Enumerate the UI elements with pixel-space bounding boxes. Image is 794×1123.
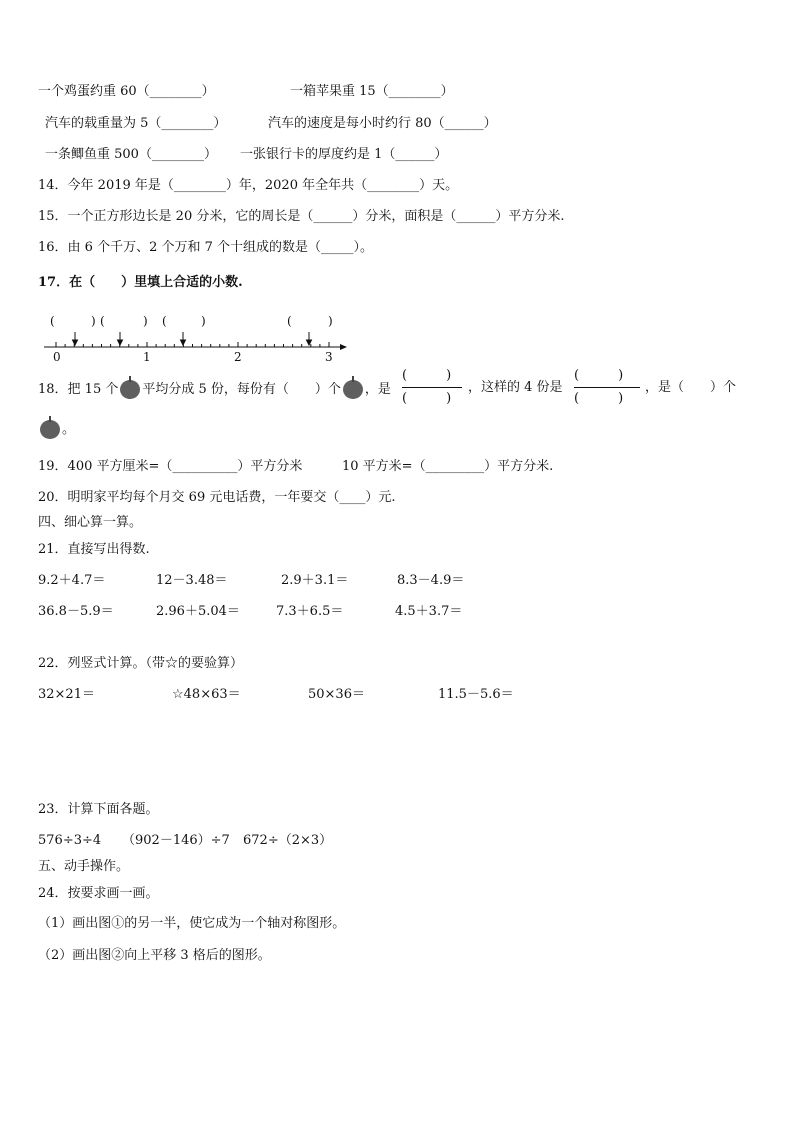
nl-bracket-3-close: ) bbox=[201, 314, 206, 328]
q13-apple-box-weight: 一箱苹果重 15（________） bbox=[290, 84, 454, 99]
nl-bracket-1-open: ( bbox=[50, 314, 55, 328]
q18-part-1: 18．把 15 个 bbox=[38, 382, 119, 397]
question-19-b: 10 平方米=（_________）平方分米. bbox=[342, 459, 554, 474]
q18-numerator-1: ( ) bbox=[402, 368, 452, 383]
section-4-heading: 四、细心算一算。 bbox=[38, 515, 143, 530]
q18-part-5: ，是（ ）个 bbox=[645, 380, 737, 395]
calc-item: 2.9＋3.1＝ bbox=[281, 573, 349, 588]
nl-label-0: 0 bbox=[53, 350, 61, 364]
calc-item: 50×36＝ bbox=[308, 687, 365, 702]
calc-item: 4.5＋3.7＝ bbox=[395, 604, 463, 619]
question-24: 24．按要求画一画。 bbox=[38, 886, 159, 901]
calc-item: ☆48×63＝ bbox=[172, 687, 241, 702]
nl-label-3: 3 bbox=[325, 350, 333, 364]
calc-item: 12－3.48＝ bbox=[156, 573, 228, 588]
nl-bracket-2-open: ( bbox=[100, 314, 105, 328]
q18-denominator-1: ( ) bbox=[402, 391, 452, 406]
q18-line-2 bbox=[38, 420, 75, 439]
question-23: 23．计算下面各题。 bbox=[38, 802, 159, 817]
nl-bracket-1-close: ) bbox=[91, 314, 96, 328]
q18-fraction-1 bbox=[402, 368, 462, 408]
q13-car-speed: 汽车的速度是每小时约行 80（______） bbox=[268, 116, 497, 131]
calc-item: 9.2＋4.7＝ bbox=[38, 573, 106, 588]
calc-item: （902－146）÷7 bbox=[122, 833, 230, 848]
apple-icon bbox=[120, 380, 140, 399]
calc-item: 7.3＋6.5＝ bbox=[276, 604, 344, 619]
question-18-line bbox=[38, 380, 391, 399]
nl-bracket-4-open: ( bbox=[287, 314, 292, 328]
question-15: 15．一个正方形边长是 20 分米，它的周长是（______）分米，面积是（______）平方分米. bbox=[38, 209, 565, 224]
q18-fraction-2 bbox=[574, 368, 640, 408]
calc-item: 11.5－5.6＝ bbox=[438, 687, 514, 702]
q18-numerator-2: ( ) bbox=[574, 368, 624, 383]
calc-item: 32×21＝ bbox=[38, 687, 95, 702]
q18-part-6: 。 bbox=[62, 422, 76, 437]
question-21: 21．直接写出得数. bbox=[38, 542, 150, 557]
nl-bracket-3-open: ( bbox=[162, 314, 167, 328]
calc-item: 576÷3÷4 bbox=[38, 833, 102, 848]
question-16: 16．由 6 个千万、2 个万和 7 个十组成的数是（_____）。 bbox=[38, 240, 374, 255]
calc-item: 2.96＋5.04＝ bbox=[156, 604, 240, 619]
question-22: 22．列竖式计算。（带☆的要验算） bbox=[38, 656, 244, 671]
number-line bbox=[38, 308, 368, 368]
question-24-part-1: （1）画出图①的另一半，使它成为一个轴对称图形。 bbox=[38, 916, 346, 931]
nl-bracket-4-close: ) bbox=[328, 314, 333, 328]
section-5-heading: 五、动手操作。 bbox=[38, 859, 130, 874]
question-24-part-2: （2）画出图②向上平移 3 格后的图形。 bbox=[38, 948, 271, 963]
q13-truck-load: 汽车的载重量为 5（________） bbox=[45, 116, 227, 131]
calc-item: 8.3－4.9＝ bbox=[397, 573, 465, 588]
q13-fish-weight: 一条鲫鱼重 500（________） bbox=[45, 147, 217, 162]
nl-label-2: 2 bbox=[234, 350, 242, 364]
question-17: 17．在（ ）里填上合适的小数. bbox=[38, 275, 243, 290]
question-20: 20．明明家平均每个月交 69 元电话费，一年要交（____）元. bbox=[38, 490, 396, 505]
nl-label-1: 1 bbox=[143, 350, 151, 364]
question-19-a: 19．400 平方厘米=（__________）平方分米 bbox=[38, 459, 303, 474]
calc-item: 672÷（2×3） bbox=[243, 833, 333, 848]
apple-icon bbox=[343, 380, 363, 399]
q13-card-thickness: 一张银行卡的厚度约是 1（______） bbox=[240, 147, 448, 162]
question-14: 14．今年 2019 年是（________）年，2020 年全年共（________）天。 bbox=[38, 178, 459, 193]
q18-part-2: 平均分成 5 份，每份有（ ）个 bbox=[142, 382, 341, 397]
q18-denominator-2: ( ) bbox=[574, 391, 624, 406]
nl-bracket-2-close: ) bbox=[143, 314, 148, 328]
apple-icon bbox=[40, 420, 60, 439]
calc-item: 36.8－5.9＝ bbox=[38, 604, 114, 619]
q18-part-3: ，是 bbox=[364, 382, 391, 397]
q13-egg-weight: 一个鸡蛋约重 60（________） bbox=[38, 84, 215, 99]
q18-part-4: ，这样的 4 份是 bbox=[468, 380, 563, 395]
